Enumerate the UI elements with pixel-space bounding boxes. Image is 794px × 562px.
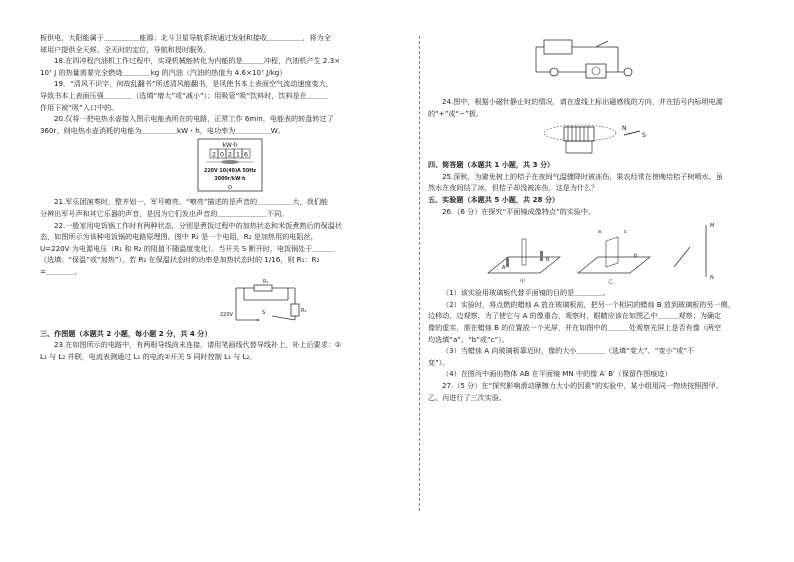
q18-line-1: 18.在四冲程汽油机工作过程中，实现机械能转化为内能的是＿＿＿冲程，汽油机产生 2.3× xyxy=(54,56,341,66)
object-ab xyxy=(674,247,690,267)
mirror-experiment-figure xyxy=(428,217,760,287)
q19-line-3: 作用下被“吸”入口中的。 xyxy=(40,102,119,112)
q26-sub-5: 均选填“a”、“b”或“c”）。 xyxy=(428,334,509,344)
q22-line-1: 22.一般家用电饭锅工作时有两种状态，分别是煮饭过程中的加热状态和米饭煮熟后的保温状 xyxy=(54,220,342,230)
meter-spec-2: 3000r/kW·h xyxy=(214,177,246,183)
q22-line-3: U=220V 为电源电压（R₁ 和 R₂ 的阻值不随温度变化）。当开关 S 断开时，电饭锅处于＿＿＿ xyxy=(40,243,334,253)
q26-intro: 26.（6 分）在探究“平面镜成像特点”的实验中。 xyxy=(442,206,596,216)
meter-digit: 2 xyxy=(211,150,217,159)
q21-line-2: 分辨出军号声和其它乐器的声音，是因为它们发出声音的＿＿＿＿＿＿＿不同。 xyxy=(40,208,289,218)
q17-line-1: 板供电，大阳能属于＿＿＿＿＿能源；北斗卫星导航系统通过发射和接收＿＿＿＿＿，将为全 xyxy=(40,33,331,42)
lamp-l1 xyxy=(550,68,558,76)
parallel-circuit-figure xyxy=(428,32,760,96)
needle-s-label: S xyxy=(642,132,646,140)
glass-plate-yi xyxy=(606,237,618,267)
candle-b xyxy=(540,251,543,261)
q26-sub-7: 变”）。 xyxy=(428,357,450,367)
q23-line-1: 23.在如图所示的电路中，有两根导线尚未连接，请用笔画线代替导线补上，补上后要求：① xyxy=(54,340,342,350)
voltage-label: 220V xyxy=(220,311,233,318)
right-column xyxy=(428,32,760,403)
section-5-heading: 五、实验题（本题共 5 小题，共 28 分） xyxy=(428,194,560,204)
q26-sub-3: 边移动、边观察，为了使它与 A 的像重合，观察时，眼睛应该在如图乙中＿＿＿观察；为确定 xyxy=(428,311,722,321)
meter-disk xyxy=(221,160,239,164)
q24-line-2: 的“+”或“−”极。 xyxy=(428,108,483,118)
q24-line-1: 24.图中，根据小磁针静止时的情况，请在虚线上标出磁感线的方向，并在括号内标明电源 xyxy=(442,97,723,106)
q22-line-5: =＿＿＿＿。 xyxy=(40,266,82,276)
meter-terminal xyxy=(229,186,232,189)
q25-line-1: 25.深秋，为避免树上的桔子在夜间气温骤降时被冻伤，果农经常在傍晚给桔子树喷水。虽 xyxy=(442,171,723,181)
rice-cooker-circuit-svg xyxy=(40,278,412,328)
ammeter xyxy=(592,67,600,75)
mirror-experiment-svg xyxy=(428,217,760,287)
needle-n-label: N xyxy=(622,125,627,133)
resistor-r2 xyxy=(291,304,299,316)
q22-line-4: （选填：“保温”或“加热”），若 R₂ 在保温状态时的功率是加热状态时的 1/16，则 R₁：R₂ xyxy=(40,255,320,265)
label-a: A xyxy=(502,265,506,272)
section-3-heading: 三、作图题（本题共 2 小题，每小题 2 分，共 4 分） xyxy=(40,328,212,338)
left-column xyxy=(40,32,412,362)
q27-line-2: 乙、丙进行了三次实验。 xyxy=(428,392,507,402)
label-a-view: a xyxy=(598,229,602,236)
q26-sub-2: （2）实验时，将点燃的蜡烛 A 放在玻璃板前，把另一个相同的蜡烛 B 放到玻璃板的另一侧， xyxy=(442,299,735,309)
q19-line-1: 19．“清风不识字，何故乱翻书”所述清风能翻书，是风使书本上表面空气流动速度变大， xyxy=(54,79,333,89)
energy-meter-figure xyxy=(40,136,412,196)
label-yi: 乙 xyxy=(608,279,614,286)
q20-line-2: 360r，则电热水壶消耗的电能为＿＿＿＿＿kW・h，电功率为＿＿＿＿＿W。 xyxy=(40,125,285,135)
resistor-r1 xyxy=(254,285,272,291)
q23-line-2: L₁ 与 L₂ 并联，电流表测通过 L₁ 的电流②开关 S 同时控制 L₁ 与 L₂。 xyxy=(40,351,257,361)
r1-label: R₁ xyxy=(263,278,269,285)
meter-digit: 2 xyxy=(227,150,233,159)
label-b: B xyxy=(546,257,550,264)
r2-label: R₂ xyxy=(301,307,307,314)
rice-cooker-circuit-figure xyxy=(40,278,412,328)
solenoid-core xyxy=(564,127,594,141)
label-jia: 甲 xyxy=(520,279,526,286)
energy-meter-svg xyxy=(40,136,412,194)
lamp-l2 xyxy=(624,68,632,76)
q26-sub-6: （3）当蜡烛 A 向玻璃板靠近时，像的大小＿＿＿＿（选填“变大”、“变小”或“不 xyxy=(442,346,695,356)
meter-digits xyxy=(210,149,250,159)
q22-line-2: 态，如图所示为该种电饭锅的电路原理图。图中 R₁ 是一个电阻，R₂ 是加热用的电阻丝， xyxy=(40,232,318,242)
parallel-circuit-svg xyxy=(428,32,760,96)
label-c-view: c xyxy=(624,229,627,236)
solenoid-figure xyxy=(428,119,760,159)
q26-sub-8: （4）在图丙中画出物体 AB 在平面镜 MN 中的像 A′ B′（保留作图痕迹） xyxy=(442,369,672,379)
candle-a xyxy=(506,257,509,267)
table-yi xyxy=(578,257,650,273)
q26-sub-1: （1）该实验用玻璃板代替平面镜的目的是＿＿＿＿。 xyxy=(442,288,610,298)
label-b-view: b xyxy=(634,253,638,260)
q25-line-2: 然水在夜间结了冰，但桔子却没被冻伤，这是为什么？ xyxy=(428,183,599,193)
meter-spec-1: 220V 10(40)A 50Hz xyxy=(204,169,256,175)
solenoid-svg xyxy=(428,119,760,159)
glass-plate-jia xyxy=(522,239,526,265)
q20-line-1: 20.仅将一把电热水壶接入图示电能表所在的电路，正常工作 6min，电能表的转盘转过了 xyxy=(54,114,334,124)
section-4-heading: 四、简答题（本题共 1 小题，共 3 分） xyxy=(428,160,555,170)
q26-sub-4: 像的虚实，需在蜡烛 B 的位置放一个光屏，并在如图中的＿＿＿处观察光屏上是否有像（两空 xyxy=(428,322,722,332)
meter-unit: kW·h xyxy=(222,142,238,150)
q21-line-1: 21.军乐团演奏时，整齐划一，军号嘹亮。“嘹亮”描述的是声音的＿＿＿＿＿大，我们能 xyxy=(54,197,329,207)
q17-line-2: 球用户提供全天候、全天时的定位，导航和授时服务。 xyxy=(40,44,211,54)
meter-digit: 0 xyxy=(219,150,225,159)
column-divider xyxy=(419,36,420,511)
q18-line-2: 10⁷ J 的热量需要完全燃烧＿＿＿＿kg 的汽油（汽油的热值为 4.6×10⁷ J/kg） xyxy=(40,67,287,77)
switch-label: S xyxy=(262,309,266,316)
q27-line-1: 27.（5 分）在“探究影响滑动摩擦力大小的因素”的实验中，某小组用同一物块按照图甲、 xyxy=(442,380,723,390)
meter-digit: 1 xyxy=(235,150,241,159)
meter-digit: 6 xyxy=(243,150,249,159)
label-n: N xyxy=(710,275,714,282)
label-m: M xyxy=(710,223,715,230)
q19-line-2: 导致书本上表面压强＿＿＿＿（选填“增大”或“减小”）；用吸管“吸”饮料时，饮料是在＿＿＿ xyxy=(40,90,329,100)
